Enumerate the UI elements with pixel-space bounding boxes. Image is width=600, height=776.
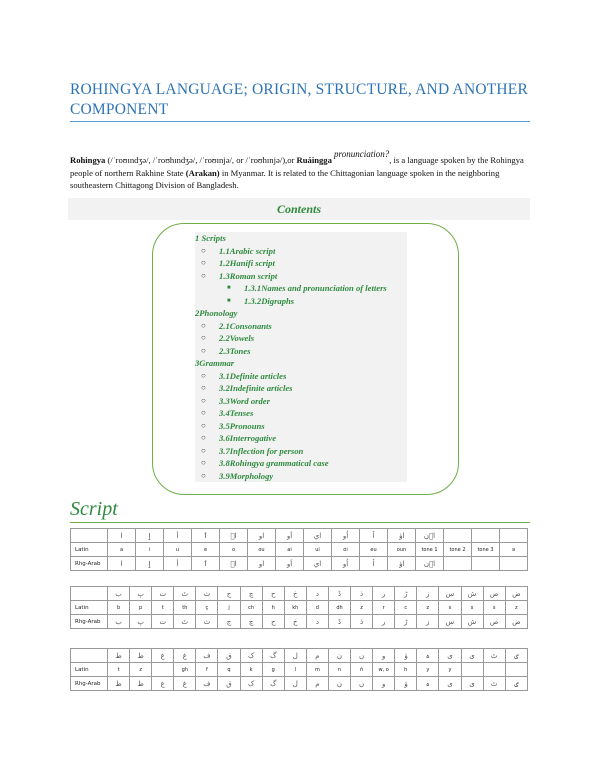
arabic-glyph-cell: ز [417, 587, 439, 601]
arabic-glyph-cell: او [248, 557, 276, 571]
section-heading-script: Script [70, 498, 118, 520]
arabic-glyph-cell: ی [439, 677, 461, 691]
arabic-glyph-cell: اٖ [220, 529, 248, 543]
latin-letter-cell: r [373, 601, 395, 615]
toc-item[interactable] [195, 295, 407, 308]
arabic-glyph-cell: اٖن [416, 529, 444, 543]
latin-letter-cell: c [395, 601, 417, 615]
toc-item[interactable] [195, 395, 407, 408]
region-arakan: (Arakan) [185, 167, 220, 178]
arabic-glyph-cell: خ [284, 615, 306, 629]
toc-item[interactable] [195, 407, 407, 420]
table-of-contents [195, 232, 407, 482]
table-row [71, 587, 528, 601]
circle-bullet-icon: ○ [201, 408, 206, 417]
arabic-glyph-cell: ٲ [192, 557, 220, 571]
arabic-glyph-cell: ع [152, 649, 174, 663]
latin-letter-cell: z [130, 663, 152, 677]
arabic-glyph-cell: ی [461, 649, 483, 663]
arabic-glyph-cell: ظ [130, 677, 152, 691]
arabic-glyph-cell: ض [505, 587, 527, 601]
latin-letter-cell: m [306, 663, 328, 677]
toc-item[interactable] [195, 245, 407, 258]
circle-bullet-icon: ○ [201, 320, 206, 330]
arabic-glyph-cell: غ [174, 649, 196, 663]
arabic-glyph-cell: ف [196, 649, 218, 663]
toc-item[interactable] [195, 457, 407, 470]
toc-item-label: 2.1Consonants [219, 320, 272, 331]
arabic-glyph-cell: چ [240, 615, 262, 629]
toc-item[interactable] [195, 357, 407, 370]
arabic-glyph-cell: اَو [276, 529, 304, 543]
latin-letter-cell: e [192, 543, 220, 557]
alphabet-table-vowels [70, 528, 528, 571]
latin-letter-cell: tone 3 [472, 543, 500, 557]
arabic-glyph-cell: اٖ [220, 557, 248, 571]
arabic-glyph-cell: ق [218, 677, 240, 691]
arabic-glyph-cell: ص [483, 587, 505, 601]
toc-item-label: 1.2Hanifi script [219, 258, 275, 268]
latin-letter-cell: kh [284, 601, 306, 615]
latin-letter-cell: tone 2 [444, 543, 472, 557]
arabic-glyph-cell: ش [461, 615, 483, 629]
arabic-glyph-cell: ث [196, 587, 218, 601]
arabic-glyph-cell: د [306, 615, 328, 629]
toc-item-label: 1.3.2Digraphs [244, 295, 295, 306]
intro-text-comma: , is [389, 155, 400, 165]
latin-letter-cell: oun [388, 543, 416, 557]
arabic-glyph-cell: و [373, 649, 395, 663]
latin-letter-cell: ç [196, 601, 218, 615]
arabic-glyph-cell: ز [417, 615, 439, 629]
row-label [71, 587, 108, 601]
intro-text-1: a language spoken by the Rohingya people of northern Rakhine State [70, 155, 524, 178]
alphabet-table [70, 648, 528, 691]
latin-letter-cell: p [130, 601, 152, 615]
arabic-glyph-cell: ح [262, 615, 284, 629]
arabic-glyph-cell: اَو [276, 557, 304, 571]
arabic-glyph-cell: أ [164, 557, 192, 571]
title-divider [70, 121, 530, 122]
toc-item[interactable] [195, 370, 407, 383]
arabic-glyph-cell [500, 557, 528, 571]
alphabet-table [70, 528, 528, 571]
arabic-glyph-cell: پ [130, 587, 152, 601]
contents-title: Contents [276, 202, 321, 216]
arabic-glyph-cell: ہ [417, 677, 439, 691]
pronunciation-link[interactable]: pronunciation? [334, 149, 390, 159]
toc-item[interactable] [195, 232, 407, 245]
arabic-glyph-cell: ط [108, 649, 130, 663]
toc-item[interactable] [195, 470, 407, 483]
arabic-glyph-cell: ا [108, 529, 136, 543]
row-label [71, 529, 108, 543]
document-title: ROHINGYA LANGUAGE; ORIGIN, STRUCTURE, AND ANOTHER COMPONENT [70, 81, 529, 118]
toc-item-label: 2.3Tones [219, 345, 251, 356]
latin-letter-cell: a [108, 543, 136, 557]
arabic-glyph-cell: ۏ [395, 677, 417, 691]
row-label: Latin [71, 543, 108, 557]
latin-letter-cell: i [136, 543, 164, 557]
arabic-glyph-cell: ی [461, 677, 483, 691]
alphabet-table [70, 586, 528, 629]
table-row [71, 601, 528, 615]
latin-letter-cell [483, 663, 505, 677]
circle-bullet-icon: ○ [201, 470, 206, 480]
circle-bullet-icon: ○ [201, 395, 206, 405]
square-bullet-icon: ■ [227, 297, 231, 304]
arabic-glyph-cell [444, 557, 472, 571]
latin-letter-cell: ou [248, 543, 276, 557]
toc-item[interactable] [195, 320, 407, 333]
latin-letter-cell: t [108, 663, 130, 677]
arabic-glyph-cell: ڑ [395, 615, 417, 629]
arabic-glyph-cell: م [306, 649, 328, 663]
table-row [71, 529, 528, 543]
arabic-glyph-cell: ٹ [483, 677, 505, 691]
latin-letter-cell: s [439, 601, 461, 615]
toc-item[interactable] [195, 270, 407, 283]
arabic-glyph-cell: ش [461, 587, 483, 601]
toc-item[interactable] [195, 445, 407, 458]
toc-item-label: 3.1Definite articles [219, 370, 287, 381]
latin-letter-cell: ch [240, 601, 262, 615]
table-row [71, 677, 528, 691]
ipa-text: (/ˈroʊɪndʒə/, /ˈroʊhɪndʒə/, /ˈroʊɪnjə/, or /ˈroʊhɪnjə/),or [107, 155, 295, 165]
arabic-glyph-cell: م [306, 677, 328, 691]
alphabet-table-consonants-2 [70, 648, 528, 691]
arabic-glyph-cell: ڑ [395, 587, 417, 601]
arabic-glyph-cell: ڈ [328, 587, 350, 601]
arabic-glyph-cell: ک [240, 649, 262, 663]
toc-item[interactable] [195, 420, 407, 433]
latin-letter-cell: y [417, 663, 439, 677]
latin-letter-cell: eu [360, 543, 388, 557]
arabic-glyph-cell: پ [130, 615, 152, 629]
row-label: Rhg-Arab [71, 557, 108, 571]
arabic-glyph-cell: ۏ [395, 649, 417, 663]
circle-bullet-icon: ○ [201, 383, 206, 392]
toc-item-label: 2Phonology [195, 308, 238, 318]
arabic-glyph-cell: ذ [351, 615, 373, 629]
arabic-glyph-cell: ٳ [136, 557, 164, 571]
arabic-glyph-cell: او [248, 529, 276, 543]
toc-item-label: 3.2Indefinite articles [219, 383, 293, 393]
toc-item-label: 3.4Tenses [219, 408, 254, 418]
arabic-glyph-cell: اٚ [360, 557, 388, 571]
toc-item-label: 2.2Vowels [219, 333, 255, 343]
arabic-glyph-cell [444, 529, 472, 543]
latin-letter-cell: oi [332, 543, 360, 557]
arabic-glyph-cell: ں [351, 649, 373, 663]
circle-bullet-icon: ○ [201, 270, 206, 280]
arabic-glyph-cell: ج [218, 615, 240, 629]
arabic-glyph-cell: اي [304, 557, 332, 571]
arabic-glyph-cell: د [306, 587, 328, 601]
arabic-glyph-cell: ت [152, 615, 174, 629]
latin-letter-cell [152, 663, 174, 677]
latin-letter-cell: s [483, 601, 505, 615]
arabic-glyph-cell: ٳ [136, 529, 164, 543]
arabic-glyph-cell: غ [174, 677, 196, 691]
arabic-glyph-cell: ک [240, 677, 262, 691]
latin-letter-cell: g [262, 663, 284, 677]
arabic-glyph-cell: ذ [351, 587, 373, 601]
arabic-glyph-cell: ن [328, 649, 350, 663]
row-label: Latin [71, 663, 108, 677]
latin-letter-cell [505, 663, 527, 677]
latin-letter-cell: y [439, 663, 461, 677]
latin-letter-cell: t [152, 601, 174, 615]
toc-item[interactable] [195, 345, 407, 358]
arabic-glyph-cell: ٲ [192, 529, 220, 543]
latin-letter-cell: z [505, 601, 527, 615]
circle-bullet-icon: ○ [201, 345, 206, 355]
latin-letter-cell: z [417, 601, 439, 615]
arabic-glyph-cell: ق [218, 649, 240, 663]
arabic-glyph-cell: گ [262, 649, 284, 663]
toc-item[interactable] [195, 307, 407, 320]
arabic-glyph-cell: ض [505, 615, 527, 629]
latin-letter-cell: ə [500, 543, 528, 557]
circle-bullet-icon: ○ [201, 245, 206, 255]
arabic-glyph-cell: اُو [332, 529, 360, 543]
latin-letter-cell: l [284, 663, 306, 677]
arabic-glyph-cell: ل [284, 677, 306, 691]
square-bullet-icon: ■ [227, 285, 231, 291]
latin-letter-cell: k [240, 663, 262, 677]
arabic-glyph-cell: چ [240, 587, 262, 601]
section-divider [70, 522, 530, 523]
latin-letter-cell [461, 663, 483, 677]
arabic-glyph-cell: ا [108, 557, 136, 571]
latin-letter-cell: j [218, 601, 240, 615]
latin-letter-cell: f [196, 663, 218, 677]
intro-text-2: in Myanmar. It is related to the Chittagonian language spoken in the neighboring southeastern Chittagong Division of Bangladesh. [70, 167, 500, 190]
alphabet-table-consonants-1 [70, 586, 528, 629]
latin-letter-cell: ui [304, 543, 332, 557]
arabic-glyph-cell: ڈ [328, 615, 350, 629]
arabic-glyph-cell: ٸ [505, 649, 527, 663]
arabic-glyph-cell: ل [284, 649, 306, 663]
arabic-glyph-cell: ن [328, 677, 350, 691]
toc-item-label: 3Grammar [195, 358, 235, 368]
arabic-glyph-cell: ح [262, 587, 284, 601]
arabic-glyph-cell: ص [483, 615, 505, 629]
toc-item[interactable] [195, 332, 407, 345]
toc-item-label: 1.3Roman script [219, 270, 278, 281]
circle-bullet-icon: ○ [201, 370, 206, 380]
arabic-glyph-cell: اۏ [388, 529, 416, 543]
arabic-glyph-cell: ف [196, 677, 218, 691]
arabic-glyph-cell: ٹ [483, 649, 505, 663]
arabic-glyph-cell: س [439, 587, 461, 601]
arabic-glyph-cell: ث [196, 615, 218, 629]
arabic-glyph-cell [500, 529, 528, 543]
arabic-glyph-cell: ر [373, 587, 395, 601]
latin-letter-cell: w, o [373, 663, 395, 677]
arabic-glyph-cell [472, 529, 500, 543]
term-rohingya: Rohingya [70, 155, 106, 165]
arabic-glyph-cell: ی [439, 649, 461, 663]
latin-letter-cell: h [395, 663, 417, 677]
latin-letter-cell: ñ [351, 663, 373, 677]
arabic-glyph-cell: ہ [417, 649, 439, 663]
latin-letter-cell: tone 1 [416, 543, 444, 557]
table-row [71, 615, 528, 629]
arabic-glyph-cell: ں [351, 677, 373, 691]
circle-bullet-icon: ○ [201, 445, 206, 455]
table-row [71, 663, 528, 677]
arabic-glyph-cell: ٹ [174, 587, 196, 601]
arabic-glyph-cell [472, 557, 500, 571]
term-ruaingga: Ruáingga [296, 155, 332, 165]
toc-item-label: 1.3.1Names and pronunciation of letters [244, 283, 387, 293]
toc-item-label: 3.3Word order [219, 395, 270, 406]
arabic-glyph-cell: گ [262, 677, 284, 691]
row-label: Rhg-Arab [71, 615, 108, 629]
toc-item-label: 3.9Morphology [219, 470, 274, 481]
toc-item[interactable] [195, 282, 407, 295]
arabic-glyph-cell: اٖن [416, 557, 444, 571]
circle-bullet-icon: ○ [201, 458, 206, 467]
table-row [71, 557, 528, 571]
latin-letter-cell: n [328, 663, 350, 677]
arabic-glyph-cell: ٸ [505, 677, 527, 691]
latin-letter-cell: dh [328, 601, 350, 615]
arabic-glyph-cell: س [439, 615, 461, 629]
circle-bullet-icon: ○ [201, 420, 206, 430]
arabic-glyph-cell: ب [108, 615, 130, 629]
circle-bullet-icon: ○ [201, 333, 206, 342]
toc-item-label: 3.6Interrogative [219, 433, 277, 443]
latin-letter-cell: h [262, 601, 284, 615]
toc-item[interactable] [195, 432, 407, 445]
arabic-glyph-cell: اُو [332, 557, 360, 571]
arabic-glyph-cell: ط [108, 677, 130, 691]
latin-letter-cell: b [108, 601, 130, 615]
latin-letter-cell: u [164, 543, 192, 557]
arabic-glyph-cell: و [373, 677, 395, 691]
arabic-glyph-cell: ج [218, 587, 240, 601]
toc-item[interactable] [195, 257, 407, 270]
arabic-glyph-cell: أ [164, 529, 192, 543]
arabic-glyph-cell: ظ [130, 649, 152, 663]
arabic-glyph-cell: خ [284, 587, 306, 601]
toc-item-label: 3.7Inflection for person [219, 445, 304, 456]
toc-item-label: 3.8Rohingya grammatical case [219, 458, 329, 468]
latin-letter-cell: ai [276, 543, 304, 557]
arabic-glyph-cell: ٹ [174, 615, 196, 629]
arabic-glyph-cell: ع [152, 677, 174, 691]
toc-item[interactable] [195, 382, 407, 395]
intro-paragraph [70, 148, 540, 192]
toc-item-label: 3.5Pronouns [219, 420, 265, 431]
row-label: Rhg-Arab [71, 677, 108, 691]
latin-letter-cell: s [461, 601, 483, 615]
arabic-glyph-cell: اٚ [360, 529, 388, 543]
row-label: Latin [71, 601, 108, 615]
table-row [71, 649, 528, 663]
arabic-glyph-cell: ت [152, 587, 174, 601]
latin-letter-cell: q [218, 663, 240, 677]
table-row [71, 543, 528, 557]
toc-item-label: 1 Scripts [195, 233, 226, 243]
circle-bullet-icon: ○ [201, 258, 206, 267]
arabic-glyph-cell: اۏ [388, 557, 416, 571]
latin-letter-cell: d [306, 601, 328, 615]
latin-letter-cell: th [174, 601, 196, 615]
latin-letter-cell: z [351, 601, 373, 615]
toc-item-label: 1.1Arabic script [219, 245, 276, 256]
row-label [71, 649, 108, 663]
arabic-glyph-cell: اي [304, 529, 332, 543]
arabic-glyph-cell: ب [108, 587, 130, 601]
latin-letter-cell: gh [174, 663, 196, 677]
contents-header [68, 198, 530, 220]
circle-bullet-icon: ○ [201, 433, 206, 442]
arabic-glyph-cell: ر [373, 615, 395, 629]
latin-letter-cell: o [220, 543, 248, 557]
